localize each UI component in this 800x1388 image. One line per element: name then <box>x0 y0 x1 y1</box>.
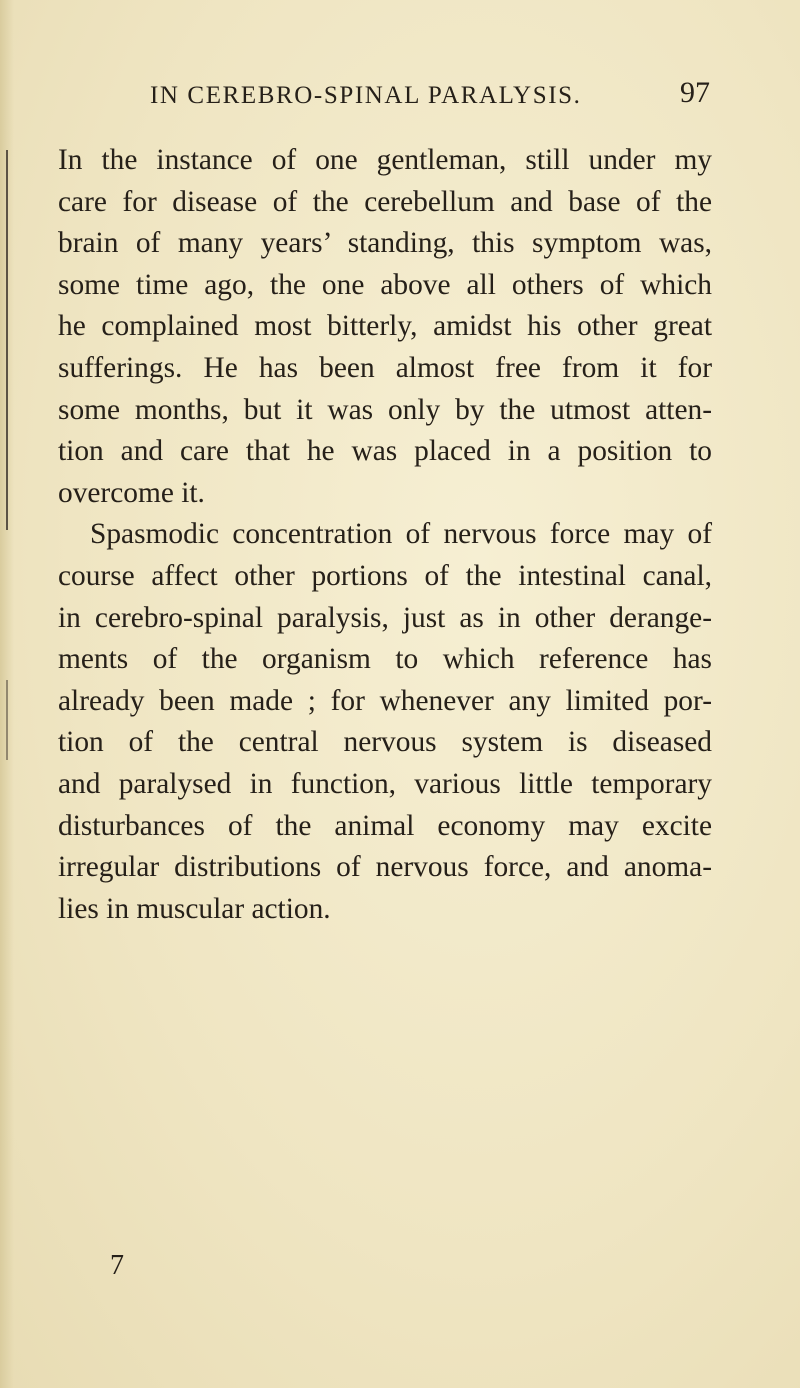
text-line: overcome it. <box>58 476 205 509</box>
text-line: he complained most bitterly, amidst his other great <box>58 310 712 343</box>
binding-edge <box>6 680 8 760</box>
binding-edge <box>6 150 8 530</box>
text-line: some months, but it was only by the utmost atten- <box>58 393 712 426</box>
text-line: some time ago, the one above all others of which <box>58 268 712 301</box>
text-line: In the instance of one gentleman, still under my <box>58 144 712 176</box>
text-line: already been made ; for whenever any limited por- <box>58 684 712 717</box>
text-line: tion and care that he was placed in a position to <box>58 435 712 468</box>
running-title: IN CEREBRO-SPINAL PARALYSIS. <box>150 82 582 109</box>
text-line: brain of many years’ standing, this symptom was, <box>58 227 712 260</box>
text-line: ments of the organism to which reference has <box>58 643 712 676</box>
text-line: tion of the central nervous system is diseased <box>58 726 712 759</box>
text-line: in cerebro-spinal paralysis, just as in other derange- <box>58 601 712 634</box>
text-line: and paralysed in function, various little temporary <box>58 767 712 800</box>
running-head <box>150 76 710 116</box>
text-line: lies in muscular action. <box>58 892 331 925</box>
text-line: disturbances of the animal economy may excite <box>58 809 712 842</box>
page-number: 97 <box>680 76 710 109</box>
signature-mark: 7 <box>110 1250 124 1281</box>
text-line: sufferings. He has been almost free from it for <box>58 351 712 384</box>
text-line: irregular distributions of nervous force, and anoma- <box>58 851 712 884</box>
text-line: course affect other portions of the intestinal canal, <box>58 559 712 592</box>
body-text <box>58 140 712 930</box>
text-line: Spasmodic concentration of nervous force may of <box>90 518 712 551</box>
text-line: care for disease of the cerebellum and base of the <box>58 185 712 218</box>
